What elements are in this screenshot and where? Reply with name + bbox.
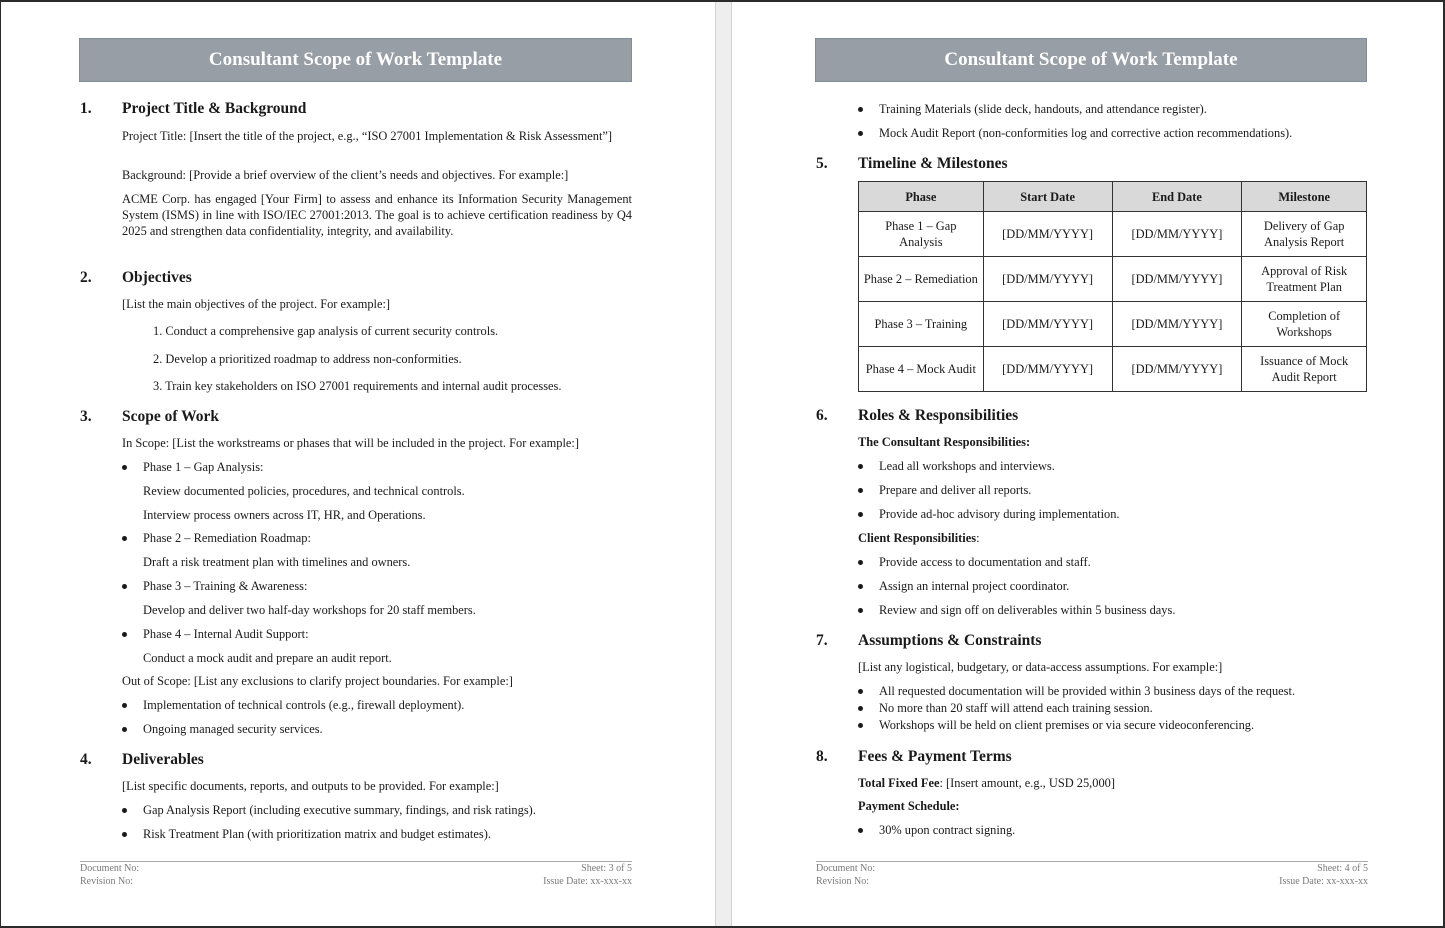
page-separator: [715, 2, 732, 926]
responsibility-item: Provide access to documentation and staff.: [879, 555, 1091, 569]
page-banner: Consultant Scope of Work Template: [79, 38, 632, 82]
deliverable-item: Training Materials (slide deck, handouts, and attendance register).: [879, 102, 1207, 116]
fee-label: Total Fixed Fee: [858, 776, 940, 790]
document-viewport[interactable]: [1, 2, 1443, 926]
out-of-scope-intro: Out of Scope: [List any exclusions to clarify project boundaries. For example:]: [122, 674, 513, 688]
out-of-scope-item: Ongoing managed security services.: [143, 722, 323, 736]
section-number: 4.: [80, 751, 92, 768]
objective-item: 2. Develop a prioritized roadmap to address non-conformities.: [153, 352, 462, 366]
section-number: 3.: [80, 408, 92, 425]
section-number: 7.: [816, 632, 828, 649]
cell-start-date: [DD/MM/YYYY]: [983, 347, 1112, 392]
cell-end-date: [DD/MM/YYYY]: [1112, 212, 1242, 257]
deliverable-item: Risk Treatment Plan (with prioritization matrix and budget estimates).: [143, 827, 491, 841]
table-header-row: [859, 182, 1367, 212]
footer-revision-no: Revision No:: [816, 876, 870, 887]
cell-start-date: [DD/MM/YYYY]: [983, 212, 1112, 257]
phase-detail: Interview process owners across IT, HR, and Operations.: [143, 508, 426, 522]
phase-detail: Review documented policies, procedures, and technical controls.: [143, 484, 465, 498]
phase-detail: Develop and deliver two half-day workshops for 20 staff members.: [143, 603, 476, 617]
objective-item: 1. Conduct a comprehensive gap analysis of current security controls.: [153, 324, 499, 338]
page-sheet-3: [1, 2, 715, 926]
objectives-intro: [List the main objectives of the project. For example:]: [122, 297, 391, 311]
background-example-paragraph: ACME Corp. has engaged [Your Firm] to assess and enhance its Information Security Management System (ISMS) in line with ISO/IEC 27001:2013. The goal is to achieve certification readiness by Q4 2025 and strengthen data confidentiality, integrity, and availability.: [122, 192, 632, 238]
deliverable-item: Mock Audit Report (non-conformities log and corrective action recommendations).: [879, 126, 1293, 140]
phase-bullet: Phase 4 – Internal Audit Support:: [143, 627, 309, 641]
section-heading-deliverables: Deliverables: [122, 751, 204, 768]
page-banner: Consultant Scope of Work Template: [815, 38, 1367, 82]
footer-document-no: Document No:: [80, 863, 140, 874]
total-fixed-fee: [858, 775, 1115, 791]
deliverables-intro: [List specific documents, reports, and outputs to be provided. For example:]: [122, 779, 499, 793]
payment-schedule-item: 30% upon contract signing.: [879, 823, 1016, 837]
cell-milestone: Approval of Risk Treatment Plan: [1242, 257, 1367, 302]
phase-bullet: Phase 2 – Remediation Roadmap:: [143, 531, 311, 545]
cell-milestone: Delivery of Gap Analysis Report: [1242, 212, 1367, 257]
section-heading-timeline: Timeline & Milestones: [858, 155, 1008, 172]
project-title-paragraph: Project Title: [Insert the title of the project, e.g., “ISO 27001 Implementation & Risk Assessment”]: [122, 129, 613, 143]
section-number: 5.: [816, 155, 828, 172]
footer-sheet: Sheet: 3 of 5: [581, 863, 632, 874]
responsibility-item: Assign an internal project coordinator.: [879, 579, 1070, 593]
deliverable-item: Gap Analysis Report (including executive summary, findings, and risk ratings).: [143, 803, 536, 817]
phase-detail: Draft a risk treatment plan with timelines and owners.: [143, 555, 411, 569]
page-sheet-4: [732, 2, 1443, 926]
client-responsibilities-heading: [858, 530, 980, 546]
cell-end-date: [DD/MM/YYYY]: [1112, 257, 1242, 302]
cell-phase: Phase 1 – Gap Analysis: [859, 212, 984, 257]
section-heading-assumptions: Assumptions & Constraints: [858, 632, 1042, 649]
column-header-milestone: Milestone: [1242, 182, 1367, 212]
cell-end-date: [DD/MM/YYYY]: [1112, 302, 1242, 347]
footer-issue-date: Issue Date: xx-xxx-xx: [1279, 876, 1368, 887]
cell-milestone: Issuance of Mock Audit Report: [1242, 347, 1367, 392]
background-paragraph: Background: [Provide a brief overview of the client’s needs and objectives. For example:]: [122, 168, 569, 182]
client-heading-label: Client Responsibilities: [858, 531, 977, 545]
cell-start-date: [DD/MM/YYYY]: [983, 302, 1112, 347]
timeline-table: [858, 181, 1367, 392]
footer-sheet: Sheet: 4 of 5: [1317, 863, 1368, 874]
in-scope-intro: In Scope: [List the workstreams or phases that will be included in the project. For example:]: [122, 436, 579, 450]
payment-schedule-heading: Payment Schedule:: [858, 799, 960, 813]
table-row: [859, 347, 1367, 392]
footer-issue-date: Issue Date: xx-xxx-xx: [543, 876, 632, 887]
out-of-scope-item: Implementation of technical controls (e.g., firewall deployment).: [143, 698, 465, 712]
phase-bullet: Phase 3 – Training & Awareness:: [143, 579, 308, 593]
cell-start-date: [DD/MM/YYYY]: [983, 257, 1112, 302]
section-heading-objectives: Objectives: [122, 269, 192, 286]
table-row: [859, 212, 1367, 257]
phase-detail: Conduct a mock audit and prepare an audit report.: [143, 651, 392, 665]
footer-revision-no: Revision No:: [80, 876, 134, 887]
column-header-phase: Phase: [859, 182, 984, 212]
responsibility-item: Review and sign off on deliverables within 5 business days.: [879, 603, 1176, 617]
consultant-responsibilities-heading: The Consultant Responsibilities:: [858, 435, 1031, 449]
section-number: 8.: [816, 748, 828, 765]
cell-phase: Phase 2 – Remediation: [859, 257, 984, 302]
section-number: 1.: [80, 100, 92, 117]
responsibility-item: Lead all workshops and interviews.: [879, 459, 1055, 473]
objective-item: 3. Train key stakeholders on ISO 27001 requirements and internal audit processes.: [153, 379, 562, 393]
section-number: 6.: [816, 407, 828, 424]
table-row: [859, 257, 1367, 302]
assumption-item: No more than 20 staff will attend each training session.: [879, 701, 1153, 715]
cell-milestone: Completion of Workshops: [1242, 302, 1367, 347]
assumption-item: Workshops will be held on client premises or via secure videoconferencing.: [879, 718, 1255, 732]
column-header-end-date: End Date: [1112, 182, 1242, 212]
section-heading-scope-of-work: Scope of Work: [122, 408, 220, 425]
section-heading-fees: Fees & Payment Terms: [858, 748, 1012, 765]
section-heading-roles: Roles & Responsibilities: [858, 407, 1019, 424]
responsibility-item: Provide ad-hoc advisory during implementation.: [879, 507, 1120, 521]
cell-end-date: [DD/MM/YYYY]: [1112, 347, 1242, 392]
assumption-item: All requested documentation will be provided within 3 business days of the request.: [879, 684, 1296, 698]
footer-divider: [80, 861, 632, 862]
section-heading-project-title: Project Title & Background: [122, 100, 307, 117]
column-header-start-date: Start Date: [983, 182, 1112, 212]
footer-document-no: Document No:: [816, 863, 876, 874]
client-heading-colon: :: [976, 531, 980, 545]
footer-divider: [816, 861, 1368, 862]
table-row: [859, 302, 1367, 347]
assumptions-intro: [List any logistical, budgetary, or data-access assumptions. For example:]: [858, 660, 1223, 674]
responsibility-item: Prepare and deliver all reports.: [879, 483, 1032, 497]
cell-phase: Phase 3 – Training: [859, 302, 984, 347]
fee-value: : [Insert amount, e.g., USD 25,000]: [939, 776, 1115, 790]
cell-phase: Phase 4 – Mock Audit: [859, 347, 984, 392]
phase-bullet: Phase 1 – Gap Analysis:: [143, 460, 264, 474]
section-number: 2.: [80, 269, 92, 286]
